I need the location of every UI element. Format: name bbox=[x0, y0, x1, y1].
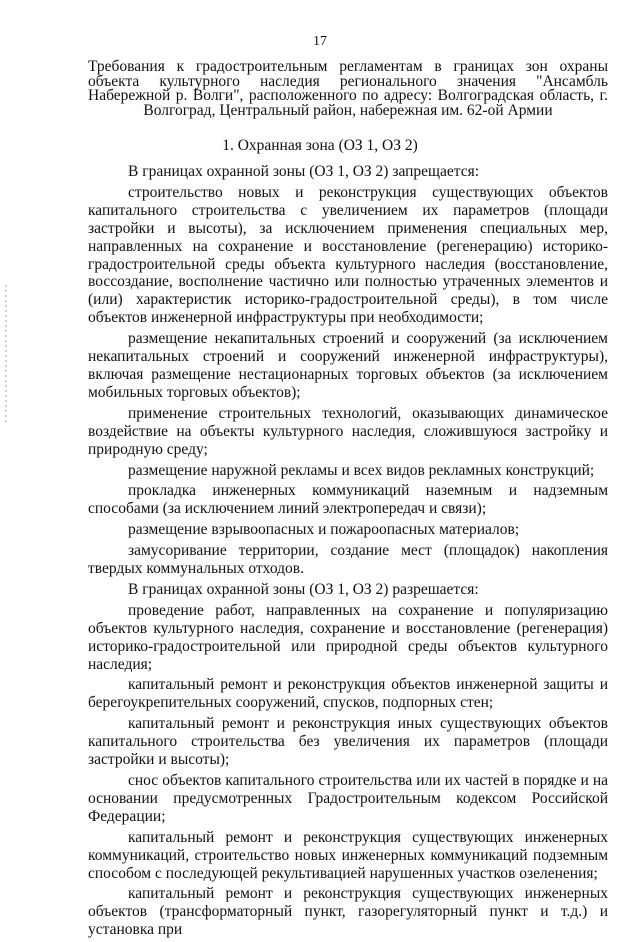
paragraph: В границах охранной зоны (ОЗ 1, ОЗ 2) разрешается: bbox=[128, 580, 479, 598]
paragraph: прокладка инженерных коммуникаций наземным и надземным способами (за исключением линий электропередач и связи); bbox=[88, 482, 608, 518]
scan-margin-mark bbox=[5, 285, 7, 425]
paragraph: размещение взрывоопасных и пожароопасных материалов; bbox=[128, 521, 520, 539]
paragraph: проведение работ, направленных на сохранение и популяризацию объектов культурного наследия, сохранение и восстановление (регенерация) историко-градостроительной или природной среды объектов культурного наследия; bbox=[88, 601, 608, 673]
section-heading: 1. Охранная зона (ОЗ 1, ОЗ 2) bbox=[222, 137, 418, 154]
paragraph: снос объектов капитального строительства или их частей в порядке и на основании предусмотренных Градостроительным кодексом Российской Федерации; bbox=[88, 772, 608, 825]
paragraph: размещение некапитальных строений и сооружений (за исключением некапитальных строений и сооружений инженерной инфраструктуры), включая размещение нестационарных торговых объектов (за исключением мобильных торговых объектов); bbox=[88, 330, 608, 401]
paragraph: В границах охранной зоны (ОЗ 1, ОЗ 2) запрещается: bbox=[128, 163, 480, 180]
paragraph: капитальный ремонт и реконструкция существующих инженерных коммуникаций, строительство новых инженерных коммуникаций подземным способом с последующей рекультивацией нарушенных участков озеленения; bbox=[88, 828, 608, 882]
paragraph: применение строительных технологий, оказывающих динамическое воздействие на объекты культурного наследия, сложившуюся застройку и природную среду; bbox=[88, 404, 608, 458]
document-body bbox=[88, 163, 608, 942]
paragraph: замусоривание территории, создание мест (площадок) накопления твердых коммунальных отходов. bbox=[88, 542, 608, 578]
paragraph: капитальный ремонт и реконструкция иных существующих объектов капитального строительства без увеличения их параметров (площади застройки и высоты); bbox=[88, 715, 608, 769]
paragraph: размещение наружной рекламы и всех видов рекламных конструкций; bbox=[128, 461, 595, 479]
paragraph: капитальный ремонт и реконструкция объектов инженерной защиты и берегоукрепительных сооружений, спусков, подпорных стен; bbox=[88, 676, 608, 712]
paragraph: капитальный ремонт и реконструкция существующих инженерных объектов (трансформаторный пункт, газорегуляторный пункт и т.д.) и установка при bbox=[88, 885, 608, 939]
document-title: Требования к градостроительным регламентам в границах зон охраны объекта культурного наследия регионального значения "Ансамбль Набережной р. Волги", расположенного по адресу: Волгоградская область, г. Волгоград, Центральный район, набережная им. 62-ой Армии bbox=[88, 58, 608, 119]
page-number: 17 bbox=[313, 34, 327, 49]
paragraph: строительство новых и реконструкция существующих объектов капитального строительства с увеличением их параметров (площади застройки и высоты), за исключением применения специальных мер, направленных на сохранение и восстановление (регенерацию) историко-градостроительной среды объекта культурного наследия (восстановление, воссоздание, восполнение частично или полностью утраченных элементов и (или) характеристик историко-градостроительной среды), в том числе объектов инженерной инфраструктуры при необходимости; bbox=[88, 183, 608, 327]
